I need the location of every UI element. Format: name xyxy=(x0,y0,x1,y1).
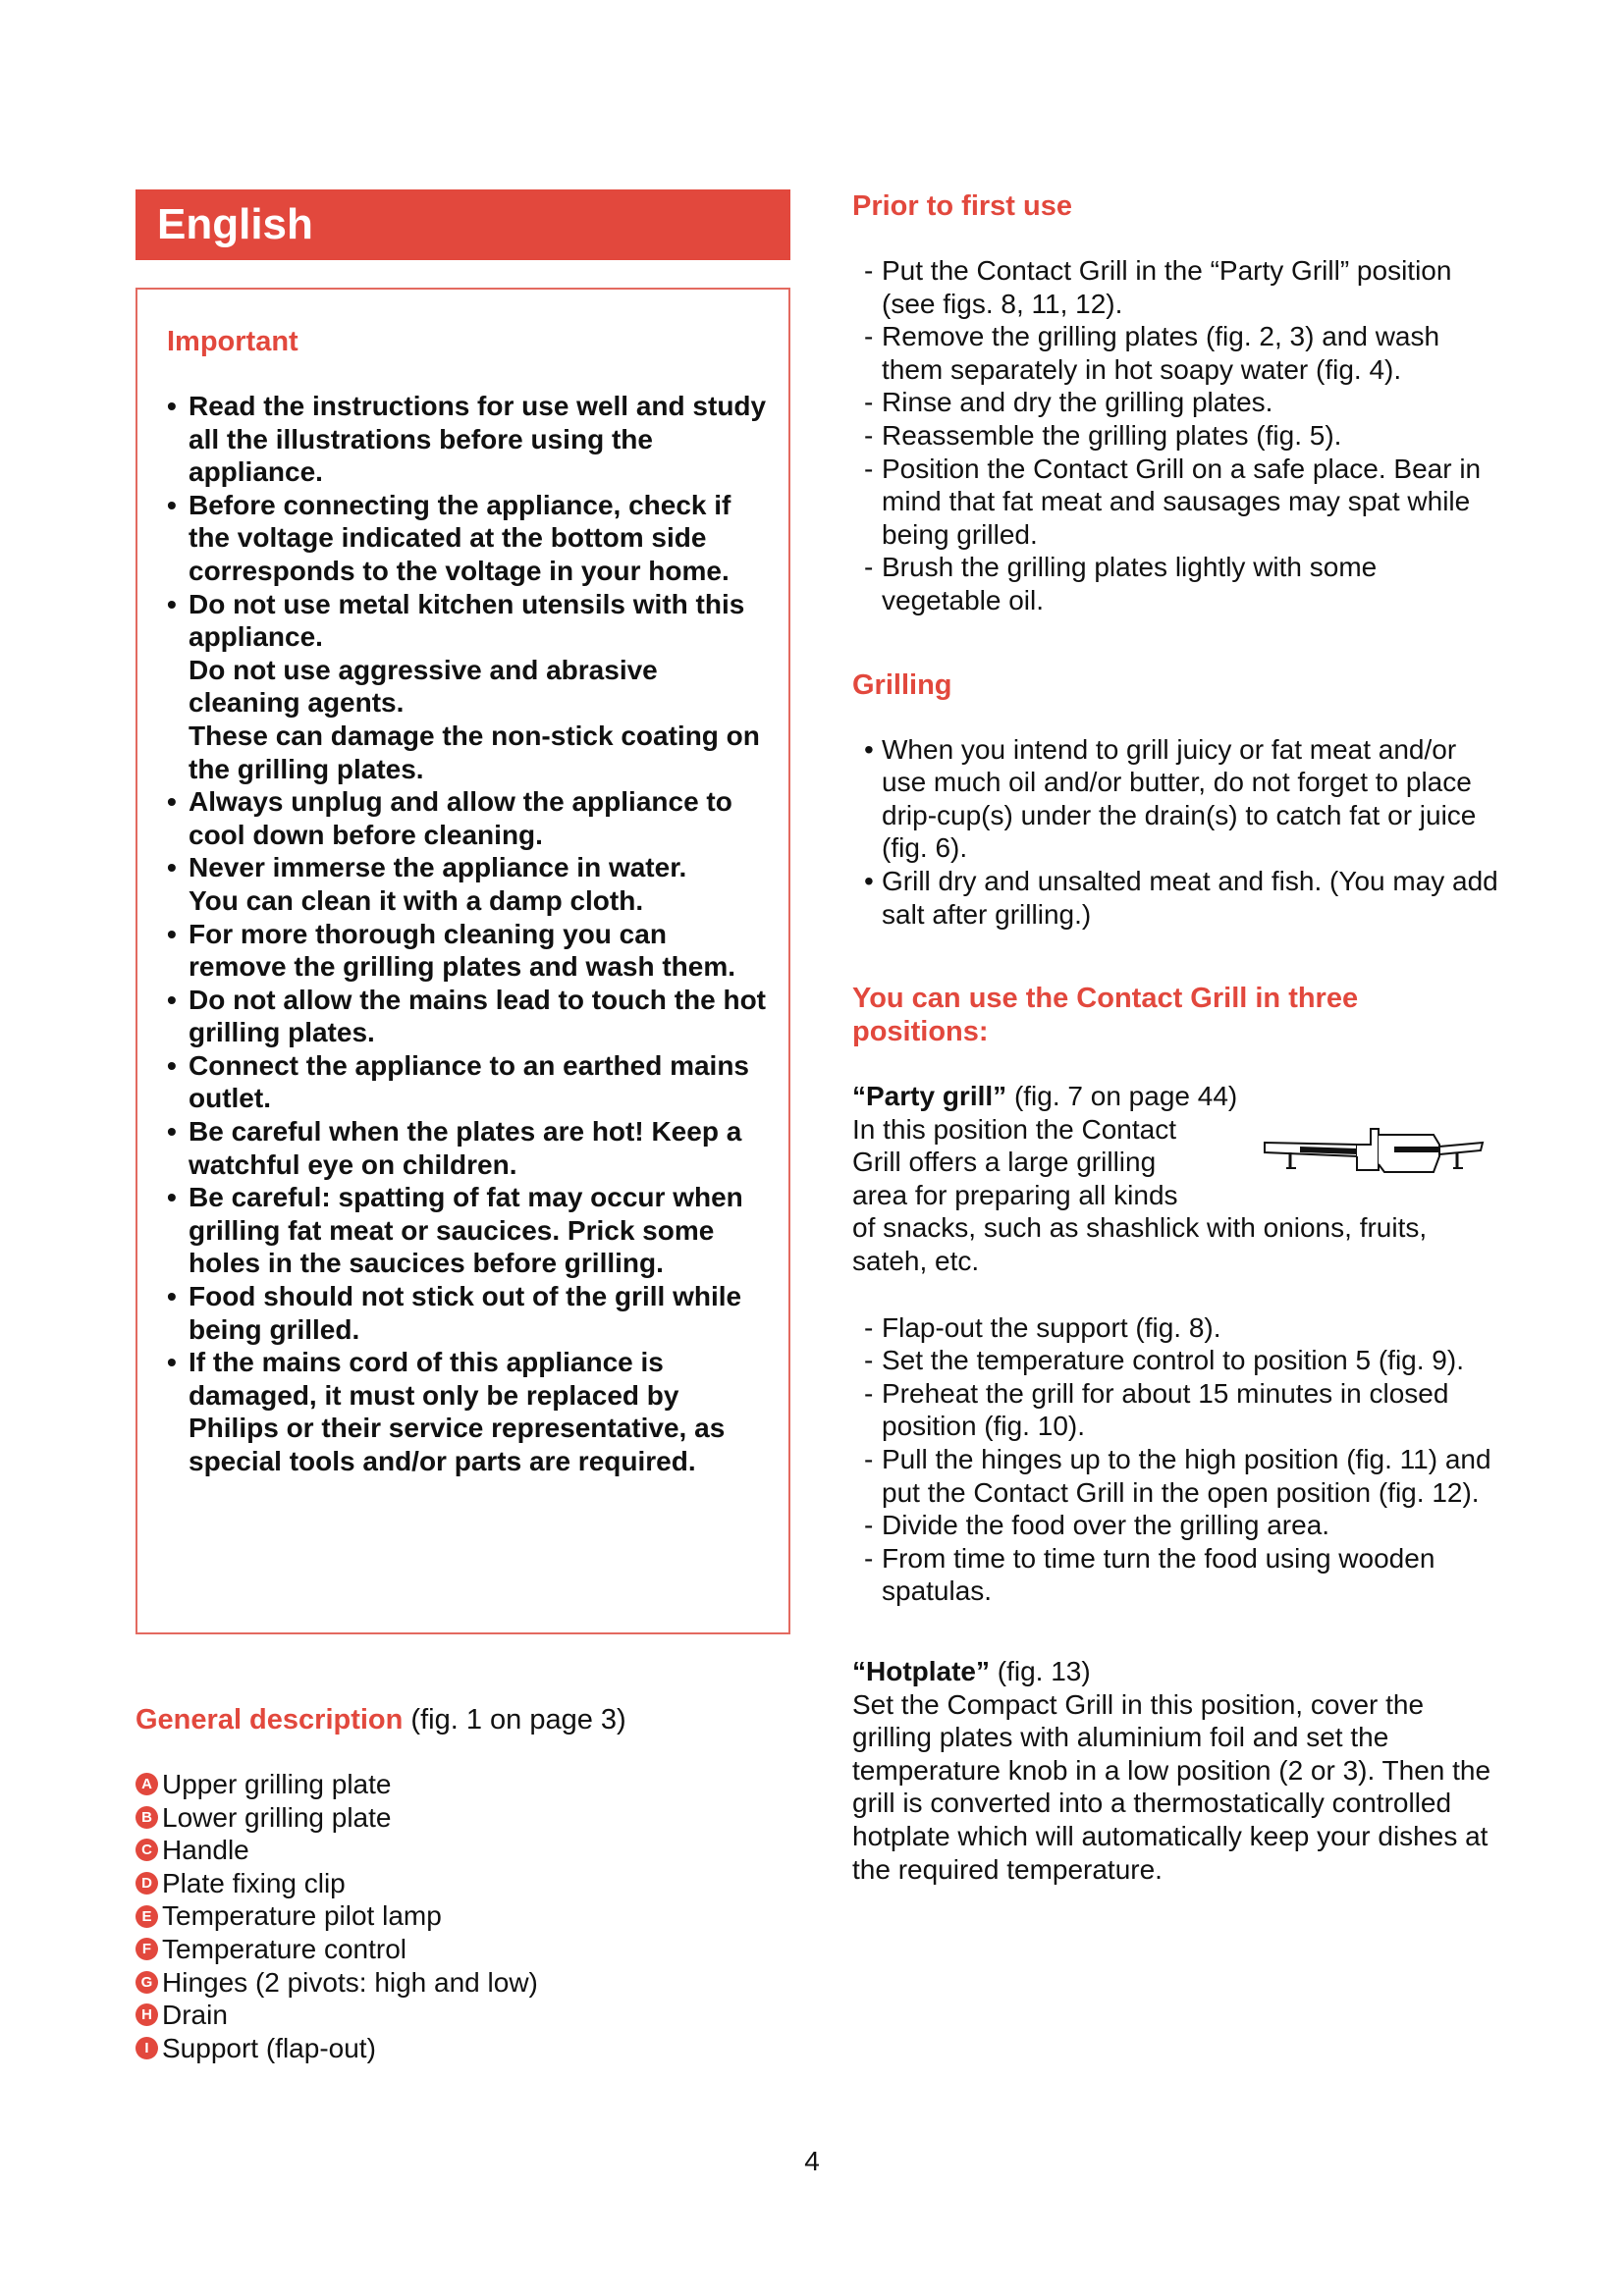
general-description-ref: (fig. 1 on page 3) xyxy=(410,1704,626,1735)
positions-heading: You can use the Contact Grill in three positions: xyxy=(852,983,1359,1048)
party-step-text: Divide the food over the grilling area. xyxy=(882,1510,1330,1541)
part-label: Drain xyxy=(162,2000,228,2031)
bullet-icon: • xyxy=(167,852,177,883)
dash-marker: - xyxy=(864,1311,874,1343)
dash-marker: - xyxy=(864,1377,874,1409)
important-item xyxy=(167,489,769,588)
important-item xyxy=(167,1115,769,1181)
important-item xyxy=(167,851,769,917)
dash-marker: - xyxy=(864,255,874,286)
part-letter-badge: F xyxy=(135,1938,158,1960)
important-item xyxy=(167,785,769,851)
party-step xyxy=(852,1443,1500,1509)
important-box xyxy=(135,288,790,1634)
prior-step xyxy=(852,419,1500,453)
grilling-list xyxy=(852,733,1500,932)
important-item-text: If the mains cord of this appliance is damaged, it must only be replaced by Philips or their service representative, as special tools and/or parts are required. xyxy=(189,1347,726,1476)
important-item xyxy=(167,1181,769,1280)
important-item-text: Be careful when the plates are hot! Keep a watchful eye on children. xyxy=(189,1116,742,1180)
prior-first-use-section xyxy=(852,189,1500,617)
prior-first-use-list xyxy=(852,254,1500,617)
grilling-tip-text: When you intend to grill juicy or fat meat and/or use much oil and/or butter, do not forget to place drip-cup(s) under the drain(s) to catch fat or juice (fig. 6). xyxy=(882,733,1477,864)
part-item xyxy=(135,1933,790,1966)
hotplate-ref: (fig. 13) xyxy=(997,1656,1091,1686)
prior-step-text: Put the Contact Grill in the “Party Grill” position (see figs. 8, 11, 12). xyxy=(882,255,1452,319)
part-letter-badge: A xyxy=(135,1773,158,1795)
prior-step-text: Rinse and dry the grilling plates. xyxy=(882,387,1273,418)
party-grill-line: area for preparing all kinds xyxy=(852,1179,1178,1210)
party-grill-steps xyxy=(852,1311,1500,1608)
positions-section xyxy=(852,982,1500,1886)
prior-step-text: Brush the grilling plates lightly with some vegetable oil. xyxy=(882,552,1378,615)
important-item xyxy=(167,1280,769,1346)
grilling-tip-text: Grill dry and unsalted meat and fish. (You may add salt after grilling.) xyxy=(882,865,1498,930)
part-label: Hinges (2 pivots: high and low) xyxy=(162,1966,538,1998)
page-number: 4 xyxy=(804,2146,820,2176)
party-step xyxy=(852,1542,1500,1608)
part-item xyxy=(135,1801,790,1835)
important-item-text: Always unplug and allow the appliance to cool down before cleaning. xyxy=(189,786,732,850)
important-item xyxy=(167,918,769,984)
party-grill-line: of snacks, such as shashlick with onions, fruits, sateh, etc. xyxy=(852,1212,1428,1277)
prior-step-text: Reassemble the grilling plates (fig. 5). xyxy=(882,419,1342,451)
dash-marker: - xyxy=(864,1542,874,1574)
important-item-text: Connect the appliance to an earthed mains outlet. xyxy=(189,1049,750,1114)
prior-step xyxy=(852,551,1500,616)
important-item-subtext: These can damage the non-stick coating on the grilling plates. xyxy=(189,720,760,784)
important-item-text: Do not allow the mains lead to touch the hot grilling plates. xyxy=(189,984,766,1048)
dash-marker: - xyxy=(864,1345,874,1376)
language-banner: English xyxy=(135,189,790,260)
part-letter-badge: H xyxy=(135,2003,158,2026)
right-column xyxy=(852,189,1500,1886)
dash-marker: - xyxy=(864,552,874,583)
part-item xyxy=(135,1768,790,1801)
prior-step xyxy=(852,453,1500,552)
important-item xyxy=(167,1049,769,1115)
part-label: Upper grilling plate xyxy=(162,1769,392,1799)
bullet-icon: • xyxy=(167,391,177,421)
part-item xyxy=(135,1834,790,1867)
party-step-text: Pull the hinges up to the high position (fig. 11) and put the Contact Grill in the open position (fig. 12). xyxy=(882,1444,1491,1508)
part-label: Temperature pilot lamp xyxy=(162,1900,442,1932)
dash-marker: - xyxy=(864,1510,874,1541)
party-step xyxy=(852,1377,1500,1443)
important-item-text: Food should not stick out of the grill while being grilled. xyxy=(189,1281,742,1345)
bullet-icon: • xyxy=(167,588,177,619)
party-step xyxy=(852,1509,1500,1542)
important-item-text: For more thorough cleaning you can remove the grilling plates and wash them. xyxy=(189,918,736,983)
part-letter-badge: I xyxy=(135,2037,158,2059)
prior-step xyxy=(852,320,1500,386)
party-step-text: Flap-out the support (fig. 8). xyxy=(882,1311,1221,1343)
bullet-icon: • xyxy=(167,489,177,520)
left-column xyxy=(135,189,790,2064)
part-label: Handle xyxy=(162,1835,249,1866)
hotplate-title: “Hotplate” xyxy=(852,1656,990,1686)
part-item xyxy=(135,1999,790,2032)
party-step-text: Set the temperature control to position 5 (fig. 9). xyxy=(882,1345,1464,1376)
important-item-text: Before connecting the appliance, check if the voltage indicated at the bottom side corresponds to the voltage in your home. xyxy=(189,489,731,586)
important-list xyxy=(167,390,769,1478)
bullet-icon: • xyxy=(167,786,177,818)
part-item xyxy=(135,1867,790,1900)
grilling-section xyxy=(852,668,1500,932)
grilling-tip xyxy=(852,733,1500,865)
important-item xyxy=(167,390,769,489)
important-item xyxy=(167,1346,769,1477)
bullet-icon: • xyxy=(167,984,177,1015)
part-item xyxy=(135,2032,790,2065)
prior-step-text: Position the Contact Grill on a safe place. Bear in mind that fat meat and sausages may spat while being grilled. xyxy=(882,453,1482,550)
part-label: Support (flap-out) xyxy=(162,2032,376,2063)
dash-marker: - xyxy=(864,419,874,451)
party-grill-title: “Party grill” xyxy=(852,1081,1007,1112)
prior-step xyxy=(852,386,1500,419)
general-description-heading: General description xyxy=(135,1704,404,1735)
part-label: Plate fixing clip xyxy=(162,1867,346,1898)
part-letter-badge: C xyxy=(135,1839,158,1861)
party-grill-ref: (fig. 7 on page 44) xyxy=(1013,1081,1238,1112)
hotplate-text: Set the Compact Grill in this position, cover the grilling plates with aluminium foil and set the temperature knob in a low position (2 or 3). Then the grill is converted into a thermostatically controlled hotplate which will automatically keep your dishes at the required temperature. xyxy=(852,1688,1491,1885)
important-item-subtext: You can clean it with a damp cloth. xyxy=(189,884,644,916)
part-letter-badge: E xyxy=(135,1905,158,1928)
important-heading: Important xyxy=(167,326,298,357)
party-grill-illustration-icon xyxy=(1261,1117,1487,1186)
important-item-text: Read the instructions for use well and study all the illustrations before using the appliance. xyxy=(189,391,767,488)
hotplate-title-line xyxy=(852,1655,1500,1688)
general-description xyxy=(135,1703,790,1736)
part-label: Lower grilling plate xyxy=(162,1801,392,1833)
important-item xyxy=(167,984,769,1049)
prior-step-text: Remove the grilling plates (fig. 2, 3) and wash them separately in hot soapy water (fig. 4). xyxy=(882,321,1440,385)
party-grill-block xyxy=(852,1080,1500,1278)
party-grill-line: In this position the Contact xyxy=(852,1113,1176,1145)
bullet-icon: • xyxy=(167,1347,177,1378)
important-item-text: Be careful: spatting of fat may occur when grilling fat meat or saucices. Prick some holes in the saucices before grilling. xyxy=(189,1182,743,1279)
important-item-text: Never immerse the appliance in water. xyxy=(189,852,687,883)
prior-step xyxy=(852,254,1500,320)
bullet-icon: • xyxy=(167,1281,177,1312)
party-step-text: From time to time turn the food using wooden spatulas. xyxy=(882,1542,1435,1607)
part-label: Temperature control xyxy=(162,1933,407,1964)
grilling-heading: Grilling xyxy=(852,668,952,701)
bullet-icon: • xyxy=(167,1049,177,1081)
party-step-text: Preheat the grill for about 15 minutes in closed position (fig. 10). xyxy=(882,1377,1449,1442)
part-item xyxy=(135,1899,790,1933)
party-step xyxy=(852,1344,1500,1377)
prior-first-use-heading: Prior to first use xyxy=(852,190,1072,222)
part-item xyxy=(135,1966,790,2000)
part-letter-badge: B xyxy=(135,1806,158,1829)
party-step xyxy=(852,1311,1500,1345)
important-item-subtext: Do not use aggressive and abrasive cleaning agents. xyxy=(189,654,658,719)
important-item xyxy=(167,588,769,786)
dash-marker: - xyxy=(864,321,874,352)
bullet-icon: • xyxy=(167,1182,177,1213)
part-letter-badge: G xyxy=(135,1971,158,1994)
dash-marker: - xyxy=(864,387,874,418)
bullet-icon: • xyxy=(864,733,874,765)
bullet-icon: • xyxy=(167,918,177,949)
grilling-tip xyxy=(852,865,1500,931)
party-grill-line: Grill offers a large grilling xyxy=(852,1147,1157,1178)
party-grill-title-line xyxy=(852,1080,1500,1113)
bullet-icon: • xyxy=(167,1116,177,1148)
dash-marker: - xyxy=(864,453,874,484)
dash-marker: - xyxy=(864,1444,874,1475)
important-item-text: Do not use metal kitchen utensils with this appliance. xyxy=(189,588,745,653)
part-letter-badge: D xyxy=(135,1872,158,1895)
bullet-icon: • xyxy=(864,865,874,896)
parts-list xyxy=(135,1768,790,2064)
